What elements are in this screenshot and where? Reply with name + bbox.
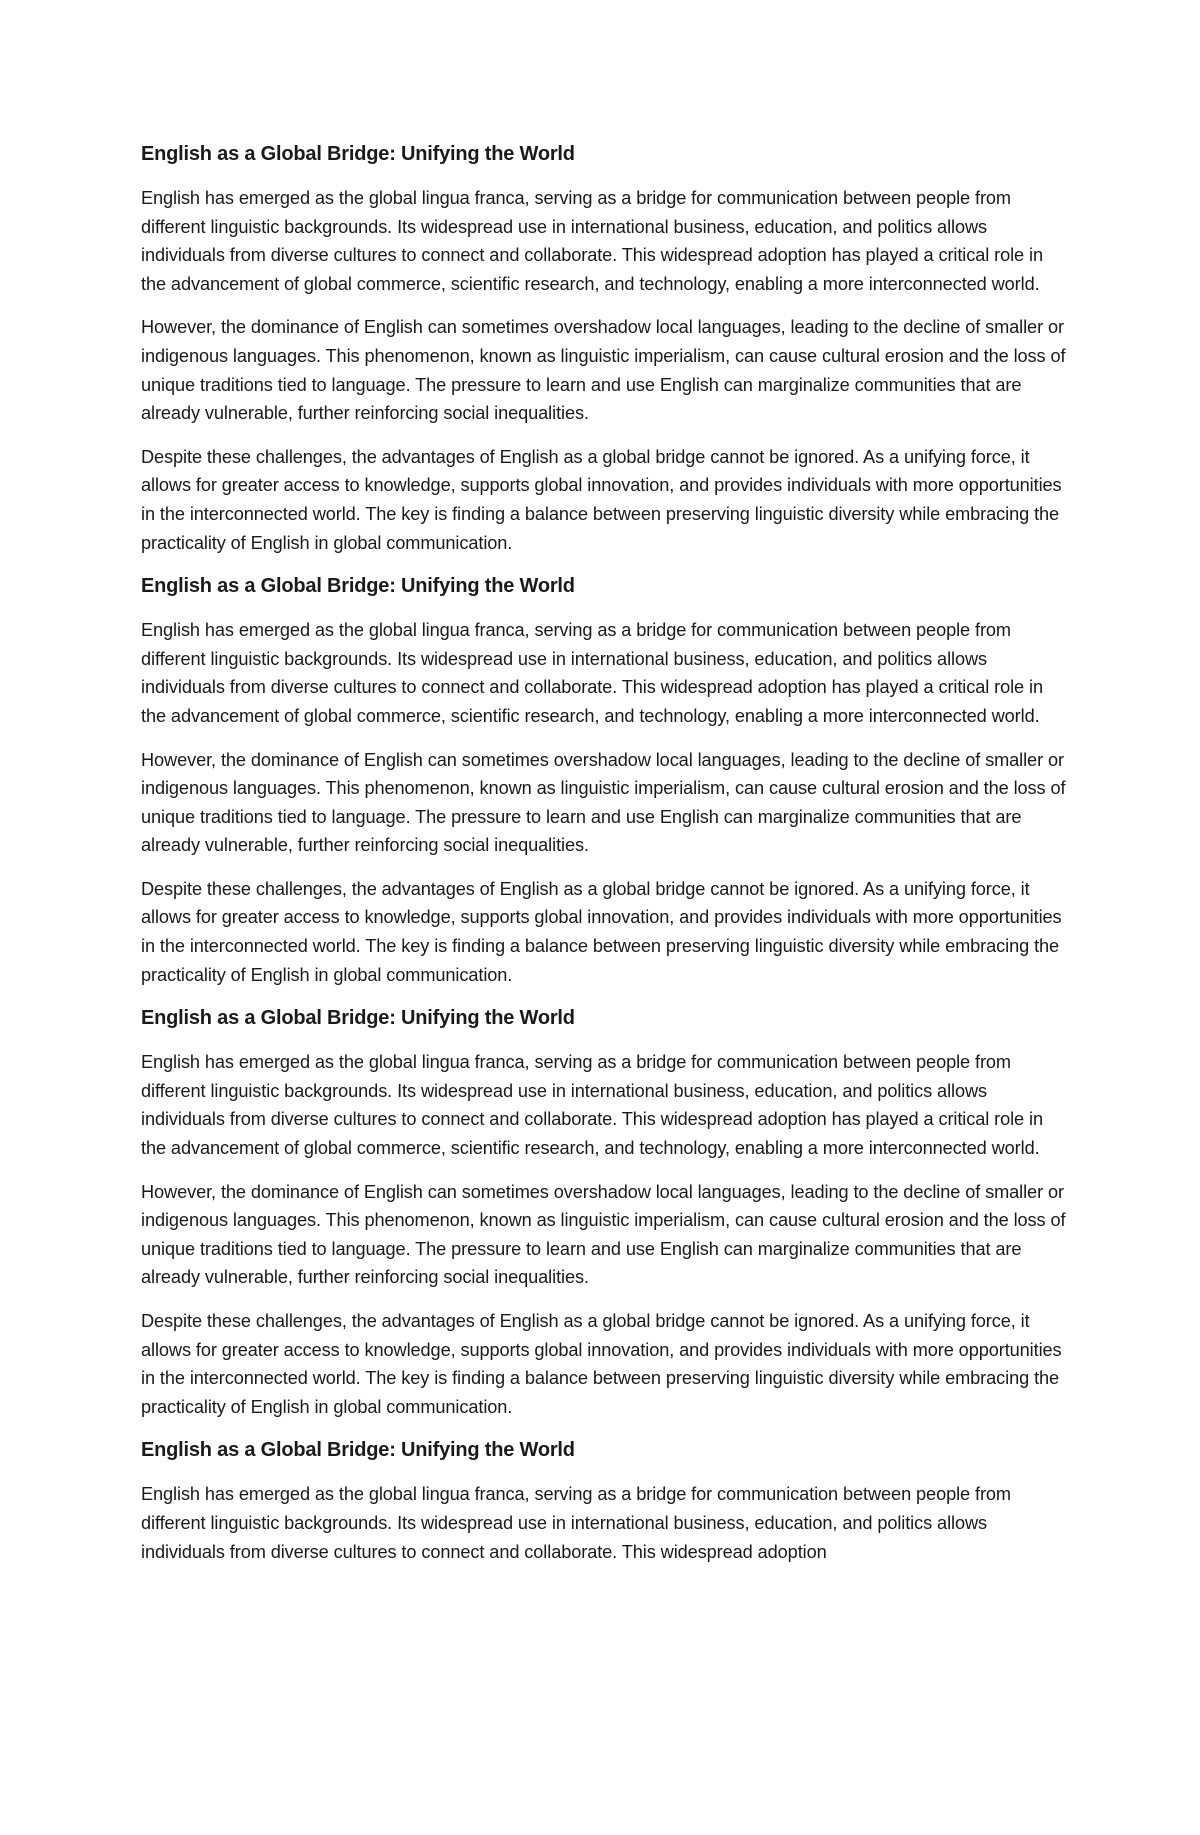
section-3 <box>141 1004 1071 1421</box>
paragraph: Despite these challenges, the advantages of English as a global bridge cannot be ignored. As a unifying force, it allows for greater access to knowledge, supports global innovation, and provides individuals with more opportunities in the interconnected world. The key is finding a balance between preserving linguistic diversity while embracing the practicality of English in global communication. <box>141 878 1062 985</box>
section-heading: English as a Global Bridge: Unifying the World <box>141 1439 575 1462</box>
section-2 <box>141 572 1071 989</box>
paragraph: English has emerged as the global lingua franca, serving as a bridge for communication between people from different linguistic backgrounds. Its widespread use in international business, education, and politics allows individuals from diverse cultures to connect and collaborate. This widespread adoption has played a critical role in the advancement of global commerce, scientific research, and technology, enabling a more interconnected world. <box>141 188 1043 294</box>
section-1 <box>141 140 1071 557</box>
section-heading: English as a Global Bridge: Unifying the World <box>141 1007 575 1030</box>
section-heading: English as a Global Bridge: Unifying the World <box>141 575 575 598</box>
paragraph: However, the dominance of English can sometimes overshadow local languages, leading to the decline of smaller or indigenous languages. This phenomenon, known as linguistic imperialism, can cause cultural erosion and the loss of unique traditions tied to language. The pressure to learn and use English can marginalize communities that are already vulnerable, further reinforcing social inequalities. <box>141 317 1066 424</box>
paragraph: Despite these challenges, the advantages of English as a global bridge cannot be ignored. As a unifying force, it allows for greater access to knowledge, supports global innovation, and provides individuals with more opportunities in the interconnected world. The key is finding a balance between preserving linguistic diversity while embracing the practicality of English in global communication. <box>141 446 1062 553</box>
paragraph: Despite these challenges, the advantages of English as a global bridge cannot be ignored. As a unifying force, it allows for greater access to knowledge, supports global innovation, and provides individuals with more opportunities in the interconnected world. The key is finding a balance between preserving linguistic diversity while embracing the practicality of English in global communication. <box>141 1311 1062 1417</box>
paragraph: English has emerged as the global lingua franca, serving as a bridge for communication between people from different linguistic backgrounds. Its widespread use in international business, education, and politics allows individuals from diverse cultures to connect and collaborate. This widespread adoption has played a critical role in the advancement of global commerce, scientific research, and technology, enabling a more interconnected world. <box>141 1052 1043 1159</box>
document-page <box>141 140 1071 1566</box>
paragraph: English has emerged as the global lingua franca, serving as a bridge for communication between people from different linguistic backgrounds. Its widespread use in international business, education, and politics allows individuals from diverse cultures to connect and collaborate. This widespread adoption <box>141 1484 1011 1562</box>
section-4 <box>141 1436 1071 1566</box>
paragraph: However, the dominance of English can sometimes overshadow local languages, leading to the decline of smaller or indigenous languages. This phenomenon, known as linguistic imperialism, can cause cultural erosion and the loss of unique traditions tied to language. The pressure to learn and use English can marginalize communities that are already vulnerable, further reinforcing social inequalities. <box>141 1181 1066 1288</box>
paragraph: English has emerged as the global lingua franca, serving as a bridge for communication between people from different linguistic backgrounds. Its widespread use in international business, education, and politics allows individuals from diverse cultures to connect and collaborate. This widespread adoption has played a critical role in the advancement of global commerce, scientific research, and technology, enabling a more interconnected world. <box>141 620 1043 726</box>
paragraph: However, the dominance of English can sometimes overshadow local languages, leading to the decline of smaller or indigenous languages. This phenomenon, known as linguistic imperialism, can cause cultural erosion and the loss of unique traditions tied to language. The pressure to learn and use English can marginalize communities that are already vulnerable, further reinforcing social inequalities. <box>141 749 1066 856</box>
section-heading: English as a Global Bridge: Unifying the World <box>141 143 575 165</box>
